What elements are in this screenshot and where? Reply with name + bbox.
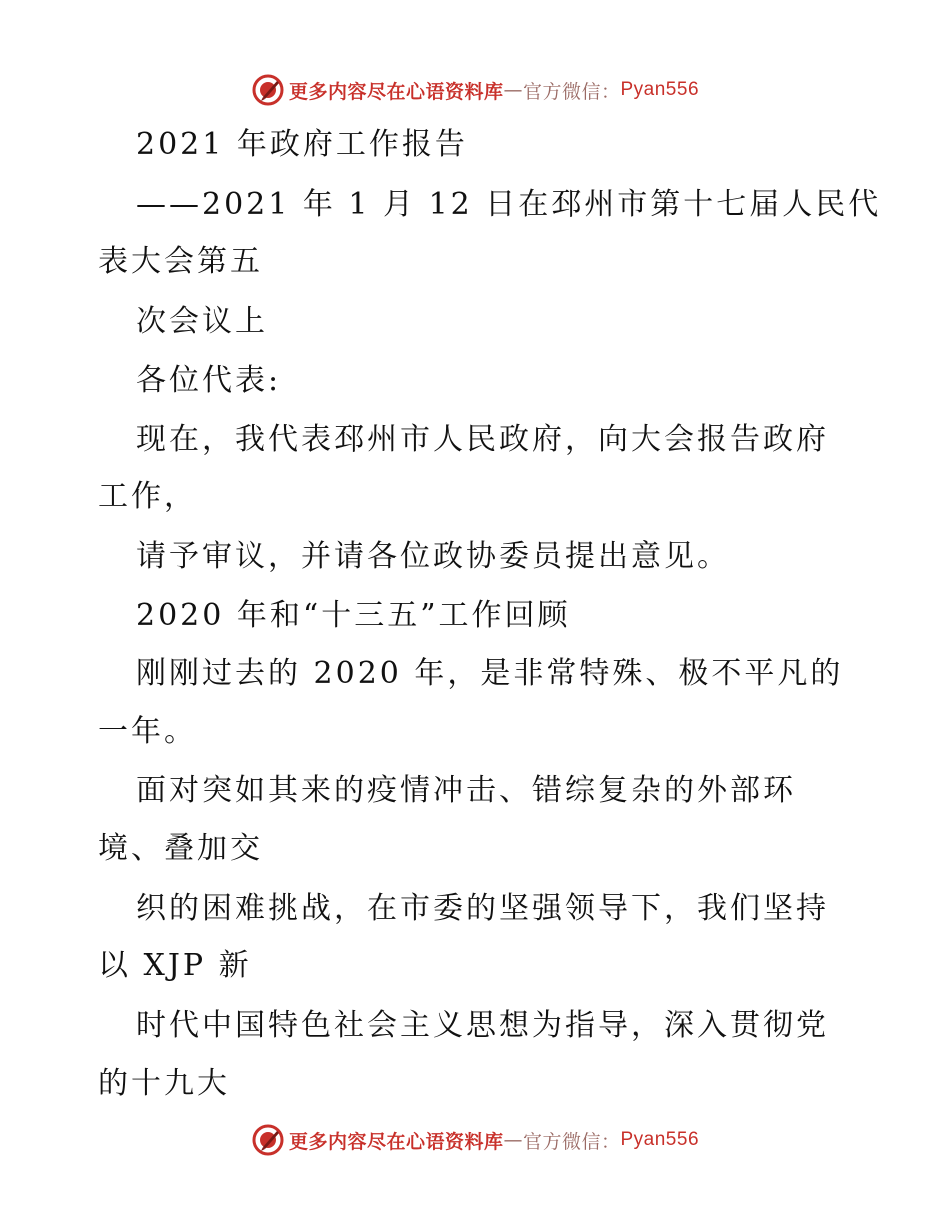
doc-title: 2021 年政府工作报告 [136, 127, 468, 162]
doc-line: 现在，我代表邳州市人民政府，向大会报告政府 [136, 422, 829, 457]
doc-line: 各位代表: [136, 363, 282, 398]
banner-wechat-id: Pyan556 [620, 1129, 700, 1150]
pen-logo-icon [251, 73, 285, 107]
banner-dash: — [503, 1129, 523, 1151]
doc-line: 次会议上 [136, 304, 268, 339]
banner-dash: — [503, 79, 523, 101]
doc-heading: 2020 年和“十三五”工作回顾 [136, 598, 571, 633]
doc-line: 表大会第五 [98, 244, 263, 279]
banner-main-text: 更多内容尽在心语资料库 [288, 1130, 504, 1153]
doc-line: 刚刚过去的 2020 年，是非常特殊、极不平凡的 [136, 656, 844, 691]
doc-line: 面对突如其来的疫情冲击、错综复杂的外部环 [136, 773, 796, 808]
doc-line: 工作， [98, 479, 197, 514]
banner-sub-text: 官方微信： [522, 1130, 621, 1153]
banner-wechat-id: Pyan556 [620, 79, 700, 100]
banner-main-text: 更多内容尽在心语资料库 [288, 80, 504, 103]
doc-line: 境、叠加交 [98, 831, 263, 866]
banner-sub-text: 官方微信： [522, 80, 621, 103]
footer-banner [0, 1120, 950, 1160]
doc-line: 一年。 [98, 714, 197, 749]
doc-line: 的十九大 [98, 1066, 230, 1101]
doc-line: 以 XJP 新 [98, 948, 252, 983]
header-banner [0, 70, 950, 110]
doc-line: 请予审议，并请各位政协委员提出意见。 [136, 539, 730, 574]
doc-line: ——2021 年 1 月 12 日在邳州市第十七届人民代 [136, 187, 882, 222]
doc-line: 织的困难挑战，在市委的坚强领导下，我们坚持 [136, 891, 829, 926]
doc-line: 时代中国特色社会主义思想为指导，深入贯彻党 [136, 1008, 829, 1043]
pen-logo-icon [251, 1123, 285, 1157]
